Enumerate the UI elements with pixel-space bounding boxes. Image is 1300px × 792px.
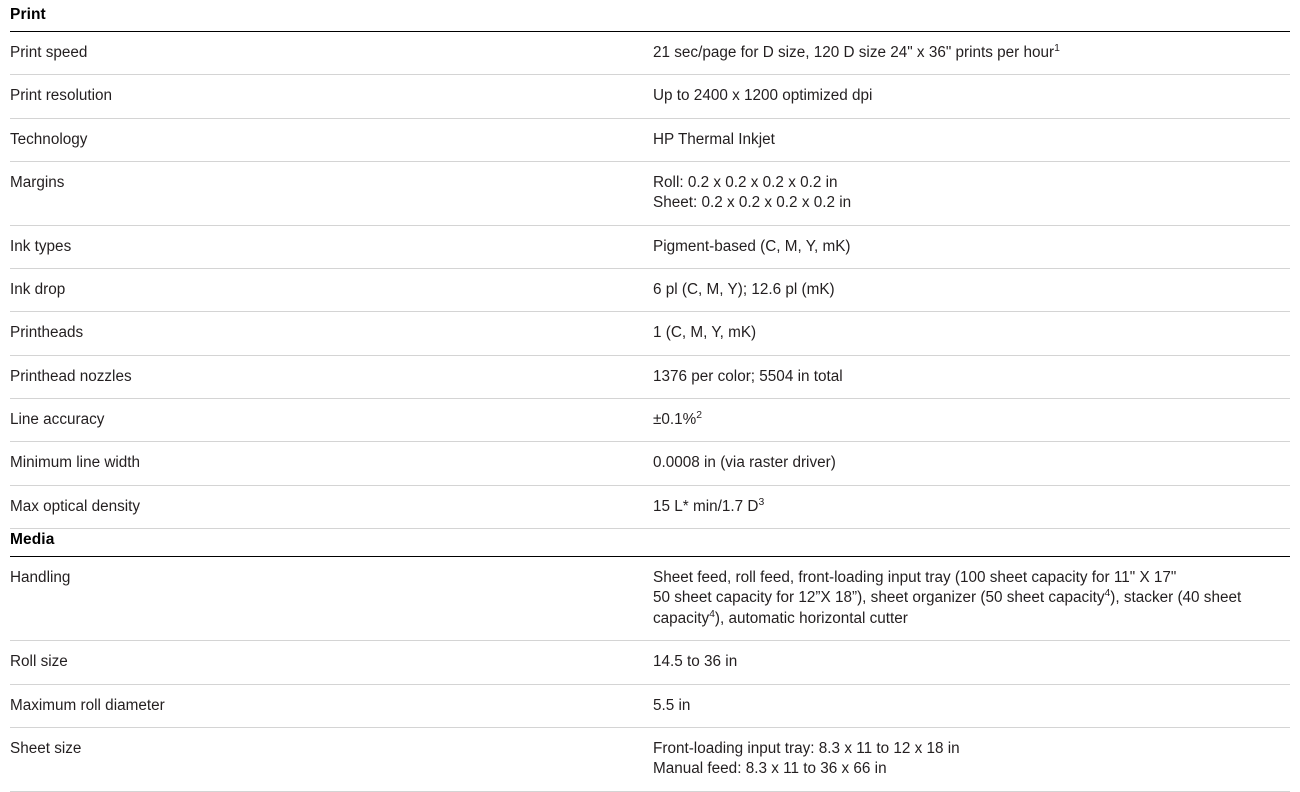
spec-value-line xyxy=(653,367,1290,387)
spec-label-cell xyxy=(10,399,650,442)
spec-label: Printheads xyxy=(10,324,84,342)
spec-value xyxy=(653,43,1290,63)
spec-label: Print speed xyxy=(10,44,88,61)
spec-label-cell xyxy=(10,727,650,791)
spec-value xyxy=(653,652,1290,672)
spec-row xyxy=(10,225,1290,268)
spec-value xyxy=(653,130,1290,150)
spec-value-text: Up to 2400 x 1200 optimized dpi xyxy=(653,87,873,105)
spec-label-cell xyxy=(10,557,650,641)
spec-value-text: 15 L* min/1.7 D xyxy=(653,497,759,515)
spec-value-line xyxy=(653,759,1290,779)
spec-value xyxy=(653,410,1290,430)
spec-label: Technology xyxy=(10,130,88,148)
spec-value-cell xyxy=(650,557,1290,641)
spec-value-text: Front-loading input tray: 8.3 x 11 to 12 x 18 in xyxy=(653,739,960,757)
spec-value-text: 21 sec/page for D size, 120 D size 24" x 36" prints per hour xyxy=(653,44,1055,61)
spec-label-cell xyxy=(10,485,650,528)
spec-value-text: 14.5 to 36 in xyxy=(653,653,738,671)
spec-value-text: Manual feed: 8.3 x 11 to 36 x 66 in xyxy=(653,760,887,778)
spec-value-text: ±0.1% xyxy=(653,411,697,429)
spec-row xyxy=(10,355,1290,398)
spec-value xyxy=(653,696,1290,716)
section-header-row xyxy=(10,0,1290,32)
spec-value-cell xyxy=(650,312,1290,355)
spec-value-line xyxy=(653,193,1290,213)
spec-row xyxy=(10,485,1290,528)
spec-label: Ink drop xyxy=(10,281,66,299)
spec-label-cell xyxy=(10,32,650,75)
spec-value-text: 1 (C, M, Y, mK) xyxy=(653,324,757,342)
spec-value-line xyxy=(653,410,1290,430)
footnote-marker: 4 xyxy=(709,608,715,620)
spec-value-cell xyxy=(650,32,1290,75)
spec-row xyxy=(10,32,1290,75)
spec-label-cell xyxy=(10,225,650,268)
spec-row xyxy=(10,727,1290,791)
spec-value xyxy=(653,739,1290,780)
spec-value-line xyxy=(653,696,1290,716)
spec-row xyxy=(10,162,1290,226)
section-header-cell xyxy=(10,529,1290,557)
spec-value-line xyxy=(653,86,1290,106)
spec-value-line xyxy=(653,497,1290,517)
spec-row xyxy=(10,684,1290,727)
spec-row xyxy=(10,557,1290,641)
spec-value xyxy=(653,497,1290,517)
spec-value-line xyxy=(653,173,1290,193)
spec-value-text: ), automatic horizontal cutter xyxy=(714,609,908,627)
spec-value-text: 1376 per color; 5504 in total xyxy=(653,367,843,385)
section-title: Media xyxy=(10,531,55,549)
spec-value-cell xyxy=(650,727,1290,791)
spec-label: Sheet size xyxy=(10,739,82,757)
spec-value-text: 6 pl (C, M, Y); 12.6 pl (mK) xyxy=(653,281,835,299)
spec-value-cell xyxy=(650,399,1290,442)
spec-row xyxy=(10,75,1290,118)
spec-value-line xyxy=(653,130,1290,150)
spec-label: Handling xyxy=(10,569,71,587)
spec-value-line xyxy=(653,323,1290,343)
spec-value-cell xyxy=(650,75,1290,118)
spec-value-text: HP Thermal Inkjet xyxy=(653,130,775,148)
spec-value-cell xyxy=(650,485,1290,528)
spec-label-cell xyxy=(10,75,650,118)
spec-value xyxy=(653,323,1290,343)
spec-label-cell xyxy=(10,355,650,398)
spec-value xyxy=(653,86,1290,106)
spec-value xyxy=(653,173,1290,214)
spec-value-line xyxy=(653,652,1290,672)
spec-label: Printhead nozzles xyxy=(10,367,132,385)
footnote-marker: 1 xyxy=(1054,42,1060,54)
spec-value-cell xyxy=(650,641,1290,684)
spec-value-text: ), stacker (40 sheet capacity xyxy=(653,589,1242,627)
spec-value-cell xyxy=(650,269,1290,312)
spec-value-cell xyxy=(650,355,1290,398)
spec-value-text: Sheet: 0.2 x 0.2 x 0.2 x 0.2 in xyxy=(653,194,852,212)
spec-row xyxy=(10,442,1290,485)
spec-value xyxy=(653,280,1290,300)
section-header-cell xyxy=(10,0,1290,32)
spec-value-line xyxy=(653,568,1290,588)
spec-label: Print resolution xyxy=(10,87,113,105)
spec-label-cell xyxy=(10,641,650,684)
spec-label-cell xyxy=(10,684,650,727)
spec-row xyxy=(10,269,1290,312)
spec-value-cell xyxy=(650,684,1290,727)
specifications-table xyxy=(10,0,1290,792)
spec-label: Maximum roll diameter xyxy=(10,696,165,714)
spec-value-line xyxy=(653,237,1290,257)
spec-value-line xyxy=(653,280,1290,300)
spec-label: Minimum line width xyxy=(10,454,141,472)
spec-label-cell xyxy=(10,118,650,161)
spec-label-cell xyxy=(10,442,650,485)
spec-row xyxy=(10,312,1290,355)
spec-label: Margins xyxy=(10,174,65,192)
spec-value-cell xyxy=(650,225,1290,268)
spec-label: Roll size xyxy=(10,653,68,671)
spec-value-text: 50 sheet capacity for 12”X 18”), sheet organizer (50 sheet capacity xyxy=(653,589,1105,607)
spec-value-text: Pigment-based (C, M, Y, mK) xyxy=(653,237,851,255)
spec-value-line xyxy=(653,43,1290,63)
spec-value-cell xyxy=(650,162,1290,226)
spec-value-text: Roll: 0.2 x 0.2 x 0.2 x 0.2 in xyxy=(653,174,838,192)
section-header-row xyxy=(10,529,1290,557)
spec-value xyxy=(653,453,1290,473)
spec-label: Ink types xyxy=(10,237,72,255)
spec-label-cell xyxy=(10,269,650,312)
spec-label-cell xyxy=(10,312,650,355)
spec-label: Max optical density xyxy=(10,497,141,515)
spec-value xyxy=(653,367,1290,387)
spec-value-line xyxy=(653,453,1290,473)
footnote-marker: 3 xyxy=(758,496,765,508)
spec-value xyxy=(653,568,1290,629)
footnote-marker: 2 xyxy=(696,410,703,421)
section-title: Print xyxy=(10,6,46,23)
spec-value-text: 0.0008 in (via raster driver) xyxy=(653,454,836,472)
spec-value-line xyxy=(653,588,1290,629)
spec-value-line xyxy=(653,739,1290,759)
footnote-marker: 4 xyxy=(1104,588,1111,600)
specifications-table-body xyxy=(10,0,1290,791)
spec-value xyxy=(653,237,1290,257)
spec-value-text: Sheet feed, roll feed, front-loading input tray (100 sheet capacity for 11" X 17" xyxy=(653,569,1177,587)
spec-row xyxy=(10,641,1290,684)
spec-row xyxy=(10,118,1290,161)
spec-value-cell xyxy=(650,118,1290,161)
spec-value-cell xyxy=(650,442,1290,485)
spec-label-cell xyxy=(10,162,650,226)
spec-label: Line accuracy xyxy=(10,411,105,429)
spec-value-text: 5.5 in xyxy=(653,696,691,714)
spec-row xyxy=(10,399,1290,442)
